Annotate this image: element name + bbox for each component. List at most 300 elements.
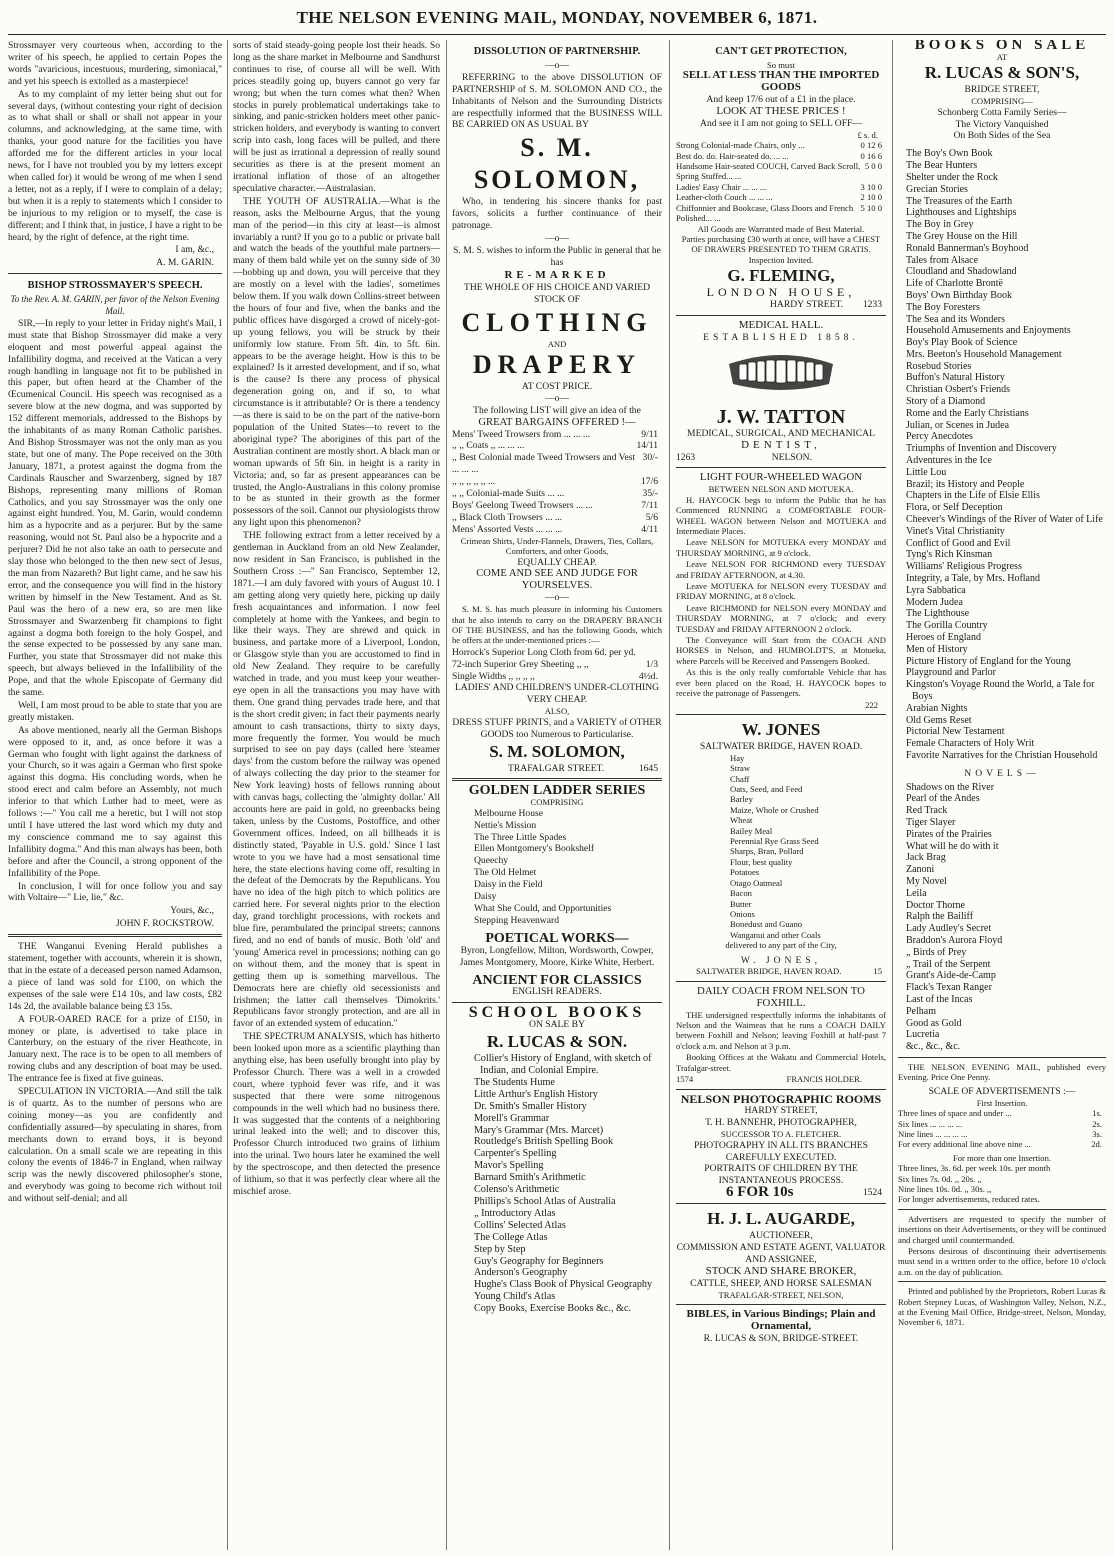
paragraph: A FOUR-OARED RACE for a prize of £150, in money or plate, is advertised to take place in Canterbury, on the estuary of the river Heathcote, in January next. The race is to be open to all members of rowing clubs and any description of boat may be used. The entrance fee is fixed at five guineas. [8, 1013, 222, 1085]
list-item: Zanoni [906, 864, 935, 876]
list-item: Carpenter's Spelling [474, 1148, 557, 1160]
ad-name: S. M. SOLOMON, [489, 741, 625, 761]
list-item: Red Track [906, 805, 948, 817]
list-item: Sharps, Bran, Pollard [730, 846, 804, 857]
list-item: Daisy in the Field [474, 879, 543, 891]
divider [8, 934, 222, 937]
paragraph: The Conveyance will Start from the COACH AND HORSES in Nelson, and HUMBOLDT'S, at Motueka, where Parcels will be Received and Passengers Booked. [676, 635, 886, 666]
book-list [898, 148, 1106, 761]
drapery-heading: DRAPERY [472, 349, 642, 379]
list-item: Hughe's Class Book of Physical Geography [474, 1279, 653, 1291]
list-item: Ellen Montgomery's Bookshelf [474, 843, 595, 855]
rate-item: Six lines ... ... ... ... [898, 1118, 963, 1129]
ad-heading: LIGHT FOUR-WHEELED WAGON [699, 471, 863, 484]
timetable-line: Leave MOTUEKA for NELSON every TUESDAY and FRIDAY MORNING, at 8 o'clock. [676, 581, 886, 602]
price-item: ,, ,, ,, ,, ,, ... [452, 476, 496, 488]
rate-item: For every additional line above nine ... [898, 1139, 1031, 1150]
price-row [452, 671, 662, 683]
list-item: Boy's Play Book of Science [906, 337, 1018, 349]
ad-line: COMPRISING [530, 797, 584, 808]
ad-line: DENTIST, [741, 438, 821, 451]
rate-line: Three lines, 3s. 6d. per week 10s. per month [898, 1163, 1051, 1174]
ad-number: 1233 [862, 299, 882, 311]
price-item: Leather-cloth Couch ... ... ... [676, 192, 773, 203]
list-item: Cheever's Windings of the River of Water of Life [906, 514, 1103, 526]
paragraph: Booking Offices at the Wakatu and Commercial Hotels, Trafalgar-street. [676, 1052, 886, 1073]
list-item: Cloudland and Shadowland [906, 266, 1017, 278]
price-row [452, 659, 662, 671]
list-item: Mary's Grammar (Mrs. Marcet) [474, 1124, 604, 1136]
list-item: Favorite Narratives for the Christian Household [906, 749, 1098, 761]
paragraph: In conclusion, I will for once follow you and say with Voltaire—" Lie, lie," &c. [8, 880, 222, 904]
ad-line: SUCCESSOR TO A. FLETCHER. [720, 1129, 842, 1140]
price-row [676, 192, 886, 202]
divider [676, 714, 886, 715]
ad-line: MEDICAL, SURGICAL, AND MECHANICAL [687, 427, 875, 439]
list-item: Household Amusements and Enjoyments [906, 325, 1071, 337]
currency-header: £ s. d. [857, 129, 878, 140]
ad-line: LONDON HOUSE, [706, 285, 856, 300]
ad-line: R. LUCAS & SON, BRIDGE-STREET. [703, 1332, 859, 1344]
list-item: Tiger Slayer [906, 817, 956, 829]
rate-row [898, 1108, 1106, 1118]
ad-heading: SCHOOL BOOKS [468, 1004, 646, 1022]
ad-number: 15 [873, 966, 882, 977]
ad-line: STOCK AND SHARE BROKER, [705, 1264, 857, 1277]
timetable-line: Leave NELSON for MOTUEKA every MONDAY and THURSDAY MORNING, at 9 o'clock. [676, 537, 886, 558]
price-row [452, 647, 662, 659]
ad-name: H. J. L. AUGARDE, [707, 1209, 855, 1229]
price-value: 30/- [642, 452, 658, 464]
list-item: Grant's Aide-de-Camp [906, 970, 996, 982]
rate-item: Three lines of space and under ... [898, 1108, 1012, 1119]
rate-value: 2s. [1092, 1118, 1102, 1129]
ad-name: G. FLEMING, [727, 266, 835, 286]
goods-list [676, 753, 886, 940]
paragraph: THE following extract from a letter received by a gentleman in Auckland from an old New Zealander, now resident in San Francisco, is published in the Southern Cross :—" San Francisco, September 12, 1871.—I am duly favored with yours of August 10. I am getting along very quietly here, picking up daily fresh acquaintances and information. I now feel completely at home with the Yankees, and begin to like their ways. They are shrewd and quick in business, and partake more of a Liverpool, London, or Glasgow style than you are accustomed to find in old New Zealand. They require to be carefully watched in trade, and you must keep your weather-eye open in all the transactions you may have with them. One grand thing pervades trade here, and that is the short credit given; in fact their payments nearly amount to cash transactions, thirty to sixty days, more frequently the former. You would be much surprised to see on pay days (called here 'steamer days' from the custom before the railway was opened of always collecting the day prior to the steamer for New York leaving) hosts of fellows running about with canvas bags, collecting the 'almighty dollar.' All accounts here are paid in gold, no greenbacks being taken, unless by the Customs, Postoffice, and other Government offices. Indeed, on all billheads it is distinctly stated, 'Payable in U.S. gold.' Since I last wrote to you we have had a most sensational time here, the state elections having come off, resulting in the defeat of the Democrats by the Republicans. You have no idea of the high pitch to which politics are carried here. For several nights prior to the election day, grand torchlight processions, with rockets and blue fire, perambulated the principal streets; cannons fired, and no end of bands of music. Both 'old' and 'young' America revel in processions; nothing can go on without them, and the money that is spent in getting them up is something marvellous. The Democrats here are chiefly old secessionists and Irishmen; the latter call themselves 'Dimokrits.' Republicans favor strongly protection, and are all in favor of an extended system of education." [233, 530, 440, 1030]
ad-line: So must [767, 59, 795, 70]
ad-line: COMMISSION AND ESTATE AGENT, VALUATOR AND ASSIGNEE, [676, 1242, 886, 1265]
price-value: 1/3 [645, 658, 658, 670]
ad-number: 1574 [676, 1074, 694, 1085]
list-item: „ Trail of the Serpent [906, 958, 991, 970]
list-item: Shadows on the River [906, 781, 995, 793]
list-item: Percy Anecdotes [906, 431, 973, 443]
list-item: Hay [730, 752, 745, 763]
ad-heading: BOOKS ON SALE [914, 40, 1090, 53]
price-item: ,, ,, Colonial-made Suits ... ... [452, 488, 565, 500]
list-item: Wanganui and other Coals [730, 929, 821, 940]
ad-line: CATTLE, SHEEP, AND HORSE SALESMAN [690, 1277, 872, 1289]
ad-line: SALTWATER BRIDGE, HAVEN ROAD. [699, 740, 863, 752]
ad-name: R. LUCAS & SON'S, [924, 63, 1080, 83]
ad-address: SALTWATER BRIDGE, HAVEN ROAD. [696, 966, 842, 977]
list-item: Wheat [730, 815, 753, 826]
list-item: The Sea and its Wonders [906, 313, 1005, 325]
list-item: Daisy [474, 891, 497, 903]
divider [676, 467, 886, 468]
list-item: Step by Step [474, 1243, 526, 1255]
list-item: Lucretia [906, 1029, 940, 1041]
list-item: The College Atlas [474, 1231, 548, 1243]
price-item: ,, Black Cloth Trowsers ... ... [452, 511, 563, 523]
timetable-line: Leave NELSON FOR RICHMOND every TUESDAY and FRIDAY AFTERNOON, at 4.30. [676, 559, 886, 580]
price-item: ,, ,, Coats ,, ... ... ... [452, 440, 525, 452]
price-item: Strong Colonial-made Chairs, only ... [676, 140, 805, 151]
price-row [452, 488, 662, 500]
price-value: 4/11 [641, 523, 658, 535]
price-row [676, 182, 886, 192]
paragraph: THE Wanganui Evening Herald publishes a statement, together with accounts, wherein it is shown, that in the estate of a deceased person named Adamson, a piece of land was sold for £100, on which the expenses of the sale were £14 10s, and law costs, £82 14s 2d, the available balance being £3 15s. [8, 941, 222, 1012]
paragraph: SIR,—In reply to your letter in Friday night's Mail, I must state that Bishop Strossmayer did make a very eloquent and most powerful appeal against the Infallibility dogma, and received at the Vatican a very rough handling in language not fit to be published in this paper, but often heard at the Chamber of the Œcumenical Council. His speech was recognised as a severe blow at the new dogma, and was supported by 152 different memorials, addressed to the Bishops by the inhabitants of as many Roman Catholic parishes. And Bishop Strossmayer was not the only man as you state, but one of many. The Pope received on the 30th January, 1871, a protest against the dogma from the Cardinals Rauscher and Swarzenberg, signed by 187 Bishops, representing many millions of Roman Catholics, and you say Strossmayer was the only one against eight hundred. You, M. Garin, would condemn him as a hypocrite and as a perjurer. But by the same reasoning, would not St. Paul also be a hypocrite and a perjurer? Did he not also take an oath to persecute and slay those who belonged to the then new sect of Jesus, the man from Nazareth? But light came, and he saw his error, and the consequence you will find in the history written by himself in the New Testament. And as St. Paul was the hero of a new era, so are men like Strossmayer and Swarzenberg fit champions to fight against a dogma both foreign to the holy Gospel, and the sense expected to be possessed by any sane man. Further, you state that Strossmayer did not make this speech, but always believed in the Infallibility of the Pope, and that the whole Episcopate of Germany did the same. [8, 317, 222, 699]
paragraph: S. M. S. has much pleasure in informing his Customers that he also intends to carry on the DRAPERY BRANCH OF THE BUSINESS, and has the following Goods, which he offers at the under-mentioned prices :— [452, 604, 662, 646]
ad-heading: DISSOLUTION OF PARTNERSHIP. [473, 46, 641, 57]
list-item: Rosebud Stories [906, 360, 972, 372]
ad-number: 1263 [676, 451, 696, 463]
list-item: Tyng's Rich Kinsman [906, 549, 993, 561]
price-item: Single Widths ,, ,, ,, ,, [452, 670, 535, 682]
paragraph: Strossmayer very courteous when, according to the writer of his speech, he applied to certain Popes the words "avaricious, incestuous, murdering, simoniacal," and yet his speech is extolled as a masterpiece! [8, 40, 222, 87]
divider [676, 1089, 886, 1090]
list-item: Leila [906, 887, 927, 899]
ad-line: The following LIST will give an idea of the [473, 404, 641, 416]
ad-line: Schonberg Cotta Family Series— [937, 106, 1067, 118]
list-item: My Novel [906, 876, 947, 888]
list-item: Pearl of the Andes [906, 793, 980, 805]
paragraph: Advertisers are requested to specify the number of insertions on their Advertisements, or they will be continued and charged until countermanded. [898, 1213, 1106, 1245]
list-item: Kingston's Voyage Round the World, a Tale for Boys [906, 679, 1095, 702]
list-item: Ralph the Bailiff [906, 911, 974, 923]
list-item: Rome and the Early Christians [906, 407, 1029, 419]
column-rule [892, 40, 893, 1550]
list-item: Routledge's British Spelling Book [474, 1136, 614, 1148]
ad-address: NELSON. [771, 451, 812, 463]
list-item: The Old Helmet [474, 867, 537, 879]
imprint: Printed and published by the Proprietors, Robert Lucas & Robert Stepney Lucas, of Washington Valley, Nelson, N.Z., at the Evening Mail Office, Bridge-street, Nelson, Monday, November 6, 1871. [898, 1286, 1106, 1328]
ad-address: TRAFALGAR STREET. [508, 762, 605, 774]
price-row [452, 429, 662, 441]
list-item: Brazil; its History and People [906, 478, 1025, 490]
rate-line: Nine lines 10s. 0d. ,, 30s. ,, [898, 1183, 992, 1194]
price-row [676, 161, 886, 182]
list-item: Braddon's Aurora Floyd [906, 935, 1003, 947]
ad-line: T. H. BANNEHR, PHOTOGRAPHER, [705, 1117, 857, 1129]
list-item: Vinet's Vital Christianity [906, 525, 1005, 537]
list-item: Lighthouses and Lightships [906, 207, 1017, 219]
list-item: Colenso's Arithmetic [474, 1184, 560, 1196]
list-item: Anderson's Geography [474, 1267, 568, 1279]
list-item: The Boy in Grey [906, 219, 974, 231]
list-item: Pictorial New Testament [906, 726, 1005, 738]
list-item: Pelham [906, 1005, 936, 1017]
price-value: 2 10 0 [860, 192, 882, 203]
list-item: Stepping Heavenward [474, 914, 559, 926]
list-item: The Bear Hunters [906, 160, 978, 172]
list-item: Integrity, a Tale, by Mrs. Hofland [906, 573, 1040, 585]
list-item: What She Could, and Opportunities [474, 902, 612, 914]
timetable-line: Leave RICHMOND for NELSON every MONDAY and THURSDAY MORNING, at 7 o'clock; and every TUESDAY and FRIDAY AFTERNOON 2 o'clock. [676, 602, 886, 634]
list-item: Little Arthur's English History [474, 1088, 598, 1100]
list-item: Flour, best quality [730, 856, 793, 867]
ad-line: Parties purchasing £30 worth at once, will have a CHEST OF DRAWERS PRESENTED TO THEM GRATIS. [681, 233, 881, 255]
list-item: Melbourne House [474, 807, 544, 819]
list-item: The Students Hume [474, 1076, 555, 1088]
rate-value: 3s. [1092, 1128, 1102, 1139]
ad-heading: DAILY COACH FROM NELSON TO FOXHILL. [697, 984, 865, 1009]
ad-heading: GOLDEN LADDER SERIES [468, 783, 646, 799]
list-item: Story of a Diamond [906, 396, 986, 408]
masthead-rule [8, 34, 1106, 35]
list-item: &c., &c., &c. [906, 1041, 961, 1053]
ad-name: S. M. SOLOMON, [473, 133, 641, 195]
ad-line: Inspection Invited. [748, 254, 814, 265]
ad-line: ESTABLISHED 1858. [703, 331, 859, 343]
signature: A. M. GARIN. [156, 257, 214, 269]
ad-line: The Victory Vanquished [955, 118, 1049, 130]
list-item: Pirates of the Prairies [906, 828, 992, 840]
separator: —o— [545, 392, 569, 404]
price-row [452, 524, 662, 536]
ad-line: And see it I am not going to SELL OFF— [700, 117, 862, 129]
ad-line: AND [547, 338, 567, 349]
ad-line: TRAFALGAR-STREET, NELSON, [718, 1289, 844, 1300]
ad-line: All Goods are Warranted made of Best Material. [697, 223, 865, 234]
ad-line: AUCTIONEER, [749, 1230, 813, 1242]
price-row [452, 500, 662, 512]
list-item: Mavor's Spelling [474, 1160, 544, 1172]
signature: I am, &c., [175, 244, 214, 256]
dentures-illustration [676, 350, 886, 400]
list-item: Young Child's Atlas [474, 1291, 556, 1303]
list-item: What will he do with it [906, 840, 999, 852]
paragraph: As above mentioned, nearly all the German Bishops were opposed to it, and, as once before it was a German who fought with light against the darkness of your Church, so it was again a German who first spoke against this dogma. His concluding words, when he stood erect and calm before an Assembly, not much inferior to that which Luther had to meet, were as follows :—" You call me a heretic, but I will not stop until I have uttered the last word which my duty and my conscience command me to say against this Infallibity dogma." And this man always has been, both before and after the Council, a strong opponent of the Infallibility of the Pope. [8, 724, 222, 879]
ad-line: ENGLISH READERS. [512, 986, 602, 998]
ad-heading: CAN'T GET PROTECTION, [715, 46, 847, 57]
separator: —o— [545, 233, 569, 245]
paragraph: THE WHOLE OF HIS CHOICE AND VARIED STOCK OF [463, 281, 650, 305]
rate-row [898, 1139, 1106, 1149]
price-item: ,, Best Colonial made Tweed Trowsers and Vest ... ... ... [452, 452, 636, 476]
ad-address-row [676, 1074, 886, 1084]
list-item: Heroes of England [906, 632, 981, 644]
price-row [452, 476, 662, 488]
divider [898, 1281, 1106, 1282]
price-value: 5 10 0 [860, 202, 882, 213]
price-item: Mens' Tweed Trowsers from ... ... ... [452, 428, 591, 440]
list-item: Old Gems Reset [906, 714, 972, 726]
article-heading: BISHOP STROSSMAYER'S SPEECH. [27, 280, 203, 292]
column-1 [8, 40, 222, 1550]
masthead: THE NELSON EVENING MAIL, MONDAY, NOVEMBER 6, 1871. [296, 8, 818, 27]
list-item: Flack's Texan Ranger [906, 982, 992, 994]
price-value: 5/6 [645, 511, 658, 523]
list-item: Lady Audley's Secret [906, 923, 992, 935]
ad-line: SELL AT LESS THAN THE IMPORTED GOODS [682, 69, 880, 94]
list-item: Bacon [730, 888, 752, 899]
list-item: Doctor Thorne [906, 899, 965, 911]
list-item: Buffon's Natural History [906, 372, 1005, 384]
paragraph: sorts of staid steady-going people lost their heads. So long as the share market in Melbourne and Sandhurst continues to rise, of course all will be well. With prices steadily going up, buyers cannot go very far wrong; but when the turn comes what then? When stocks in purely problematical undertakings take to sinking, and panic-stricken holders meet other panic-stricken holders, and everybody is wanting to convert scrip into cash, long faces will be pulled, and there will be just as irrational a depression of really sound securities as there is at the present moment an irrational inflation of those of an altogether speculative character.—Australasian. [233, 40, 440, 194]
price-item: Handsome Hair-seated COUCH, Carved Back Scroll, Spring Stuffed... ... [676, 161, 861, 182]
paragraph: Well, I am most proud to be able to state that you are greatly mistaken. [8, 699, 222, 723]
price-value: 17/6 [640, 476, 658, 488]
paragraph: H. HAYCOCK begs to inform the Public that he has Commenced RUNNING a COMFORTABLE FOUR-WHEEL WAGON between Nelson and MOTUEKA and Intermediate Places. [676, 494, 886, 536]
column-rule [446, 40, 447, 1550]
price-row [676, 203, 886, 224]
list-item: Onions [730, 908, 755, 919]
rate-line: For longer advertisements, reduced rates. [898, 1194, 1040, 1205]
ad-line: COME AND SEE AND JUDGE FOR YOURSELVES. [476, 568, 638, 592]
paragraph: Persons desirous of discontinuing their advertisements must send in a written order to the office, before 10 o'clock a.m. on the day of publication. [898, 1246, 1106, 1277]
list-item: Butter [730, 898, 752, 909]
list-item: The Boy's Own Book [906, 148, 993, 160]
price-item: Boys' Geelong Tweed Trowsers ... ... [452, 499, 593, 511]
price-item: Mens' Assorted Vests ... ... ... [452, 523, 563, 535]
list-item: Bonedust and Guano [730, 919, 803, 930]
paragraph: THE YOUTH OF AUSTRALIA.—What is the reason, asks the Melbourne Argus, that the young man of the period—in this city at least—is almost invariably a runt? If you go to a public or private ball and watch the beads of the youthful male partners—many of them bald while yet on the sunny side of 30—bobbing up and down, you will perceive that they are mostly on a level with the ladies', sometimes below them. If you walk down Collins-street between the hours of four and five, when the banks and the public offices have disgorged a crowd of nicely-got-up young fellows, you will be struck by their uniformly low stature. From 5ft. 4in. to 5ft. 6in. appears to be the average height. How is this to be explained? Is it arrested development, and if so, what is the cause? Is there any process of physical degeneration going on, and if so, to what circumstance is it attributable? Or is there a tendency—as there is said to be on the part of the native-born population of the United States—to revert to the aboriginal type? The aborigines of this part of the Australian continent are mostly short. A black man or woman upwards of 5ft 6in. in height is a rarity in Victoria; and, so far as present appearances can be trusted, the Anglo-Australians in this colony promise to be as stunted in their growth as the former possessors of the soil. Cannot our physiologists throw any light upon this phenomenon? [233, 195, 440, 529]
separator: —o— [545, 59, 569, 71]
rate-item: Nine lines ... ... ... ... [898, 1128, 968, 1139]
price-value: 14/11 [636, 440, 658, 452]
list-item: Playground and Parlor [906, 667, 996, 679]
ad-name: R. LUCAS & SON. [486, 1032, 628, 1052]
price-item: Best do. do. Hair-seated do. ... ... [676, 150, 789, 161]
divider [452, 778, 662, 781]
ad-line: delivered to any part of the City, [725, 940, 837, 951]
ad-line: And keep 17/6 out of a £1 in the place. [706, 94, 856, 106]
list-item: Christian Osbert's Friends [906, 384, 1011, 396]
list-item: The Grey House on the Hill [906, 230, 1018, 242]
book-list [452, 808, 662, 927]
ad-line: BRIDGE STREET, [964, 84, 1040, 96]
list-item: Mrs. Beeton's Household Management [906, 348, 1062, 360]
price-value: 7/11 [641, 499, 658, 511]
paragraph: THE SPECTRUM ANALYSIS, which has hitherto been looked upon more as a scientific plaything than anything else, has been usefully brought into play by Professor Church. There was a well in a crowded court, where typhoid fever was rife, and it was suspected that there were some nitrogenous compounds in the well which had no business there. It was suggested that the contents of a neighboring urinal leaked into the well; and to discover this, Professor Church introduced two grains of lithium into the urinal. Two hours later he examined the well by the spectroscope, and then detected the presence of lithium, so that it was perfectly clear where all the mischief arose. [233, 1031, 440, 1197]
clothing-heading: CLOTHING [461, 307, 653, 337]
paragraph: THE NELSON EVENING MAIL, published every Evening. Price One Penny. [898, 1062, 1106, 1083]
price-item: Chiffonnier and Bookcase, Glass Doors and French Polished... ... [676, 202, 854, 224]
list-item: Nettie's Mission [474, 819, 537, 831]
divider [676, 315, 886, 316]
ad-number: 1524 [862, 1187, 882, 1199]
ad-line: For more than one Insertion. [952, 1152, 1052, 1163]
ad-line: COMPRISING— [971, 96, 1033, 107]
list-item: Chaff [730, 773, 750, 784]
divider [676, 1203, 886, 1204]
ad-address: HARDY STREET. [770, 299, 844, 311]
rate-value: 2d. [1091, 1139, 1102, 1150]
list-item: The Gorilla Country [906, 620, 988, 632]
ad-line: AT COST PRICE. [521, 380, 593, 392]
list-item: Barley [730, 794, 753, 805]
rate-line: Six lines 7s. 0d. ,, 20s. ,, [898, 1173, 982, 1184]
ad-price: 6 FOR 10s [726, 1184, 794, 1201]
ad-address-row [676, 1184, 886, 1201]
list-item: The Lighthouse [906, 608, 970, 620]
price-value: 4½d. [638, 670, 658, 682]
list-item: Boys' Own Birthday Book [906, 289, 1012, 301]
list-item: Picture History of England for the Young [906, 655, 1071, 667]
list-item: Triumphs of Invention and Discovery [906, 443, 1057, 455]
ad-line: EQUALLY CHEAP. [517, 556, 597, 568]
price-value: 0 12 6 [860, 140, 882, 151]
price-item: 72-inch Superior Grey Sheeting ,, ,, [452, 658, 589, 670]
ad-line: ALSO, [544, 706, 570, 717]
ad-heading: LOOK AT THESE PRICES ! [716, 105, 846, 118]
ad-number: 222 [865, 699, 878, 710]
list-item: Ronald Bannerman's Boyhood [906, 242, 1029, 254]
list-item: Chapters in the Life of Elsie Ellis [906, 490, 1040, 502]
rate-row [898, 1129, 1106, 1139]
ad-heading: BIBLES, in Various Bindings; Plain and Ornamental, [686, 1308, 876, 1332]
ad-number: 1645 [638, 762, 658, 774]
ad-line: Crimean Shirts, Under-Flannels, Drawers, Ties, Collars, Comforters, and other Goods, [460, 535, 654, 557]
divider [898, 1057, 1106, 1058]
list-item: Modern Judea [906, 596, 963, 608]
list-item: Grecian Stories [906, 183, 968, 195]
price-item: Horrock's Superior Long Cloth from 6d. per yd. [452, 646, 636, 658]
paragraph: THE undersigned respectfully informs the inhabitants of Nelson and the Waimeas that he runs a COACH DAILY between Foxhill and Nelson; leaving Foxhill at half-past 7 o'clock a.m. and Nelson at 3 p.m. [676, 1009, 886, 1051]
ad-line: ON SALE BY [529, 1019, 585, 1031]
ad-line: PHOTOGRAPHY IN ALL ITS BRANCHES CAREFULLY EXECUTED. [694, 1139, 868, 1163]
column-5 [898, 40, 1106, 1550]
paragraph: REFERRING to the above DISSOLUTION OF PARTNERSHIP of S. M. SOLOMON AND CO., the Inhabitants of Nelson and the Surrounding Districts are respectfully informed that the BUSINESS WILL BE CARRIED ON AS USUAL BY [452, 71, 662, 131]
rate-row [898, 1119, 1106, 1129]
price-item: Ladies' Easy Chair ... ... ... [676, 181, 767, 192]
list-item: The Treasures of the Earth [906, 195, 1013, 207]
list-item: Queechy [474, 855, 509, 867]
list-item: Little Lou [906, 466, 947, 478]
ad-address-row [676, 452, 886, 464]
list-item: Shelter under the Rock [906, 171, 998, 183]
list-item: Collier's History of England, with sketch of Indian, and Colonial Empire. [474, 1053, 652, 1077]
paragraph: S. M. S. wishes to inform the Public in general that he has [453, 244, 661, 268]
list-item: „ Introductory Atlas [474, 1207, 556, 1219]
list-item: Bailey Meal [730, 825, 773, 836]
list-item: Good as Gold [906, 1017, 962, 1029]
price-row [452, 452, 662, 476]
price-value: 0 16 6 [860, 150, 882, 161]
price-row [676, 151, 886, 161]
paragraph: SPECULATION IN VICTORIA.—And still the talk is of quartz. As to the number of persons who are coining money—as you are confidently and confidentially assured—by speculating in shares, from merchants down to errand boys, it is beyond calculation. On a small scale we are repeating in this colony the events of 1846-7 in England, when railway scrip was the newly discovered philosopher's stone, and everybody was going to become rich without toil and without self-denial; and all [8, 1086, 222, 1205]
ad-line: BETWEEN NELSON AND MOTUEKA. [708, 484, 854, 495]
list-item: Life of Charlotte Brontë [906, 278, 1003, 290]
list-item: Lyra Sabbatica [906, 584, 966, 596]
list-item: Guy's Geography for Beginners [474, 1255, 604, 1267]
divider [676, 981, 886, 982]
ad-line: Byron, Longfellow, Milton, Wordsworth, Cowper, James Montgomery, Moore, Kirke White, Herbert. [459, 944, 655, 968]
list-item: Tales from Alsace [906, 254, 979, 266]
ad-line: AT [996, 51, 1008, 62]
list-item: Collins' Selected Atlas [474, 1219, 566, 1231]
list-item: Oats, Seed, and Feed [730, 784, 803, 795]
divider [452, 1002, 662, 1003]
signature: Yours, &c., [170, 905, 214, 917]
paragraph: As this is the only really comfortable Vehicle that has ever been placed on the Road, H. HAYCOCK hopes to receive the patronage of Passengers. [676, 667, 886, 699]
ad-heading: MEDICAL HALL. [738, 318, 824, 331]
book-list [452, 1053, 662, 1315]
price-row [452, 512, 662, 524]
paragraph: Who, in tendering his sincere thanks for past favors, solicits a further continuance of their patronage. [452, 196, 662, 232]
list-item: Jack Brag [906, 852, 946, 864]
list-item: Maize, Whole or Crushed [730, 804, 819, 815]
price-value: 3 10 0 [860, 181, 882, 192]
list-item: Men of History [906, 643, 968, 655]
list-item: The Three Little Spades [474, 831, 567, 843]
list-item: Dr. Smith's Smaller History [474, 1100, 587, 1112]
list-item: Williams' Religious Progress [906, 561, 1022, 573]
list-item: Adventures in the Ice [906, 455, 992, 467]
